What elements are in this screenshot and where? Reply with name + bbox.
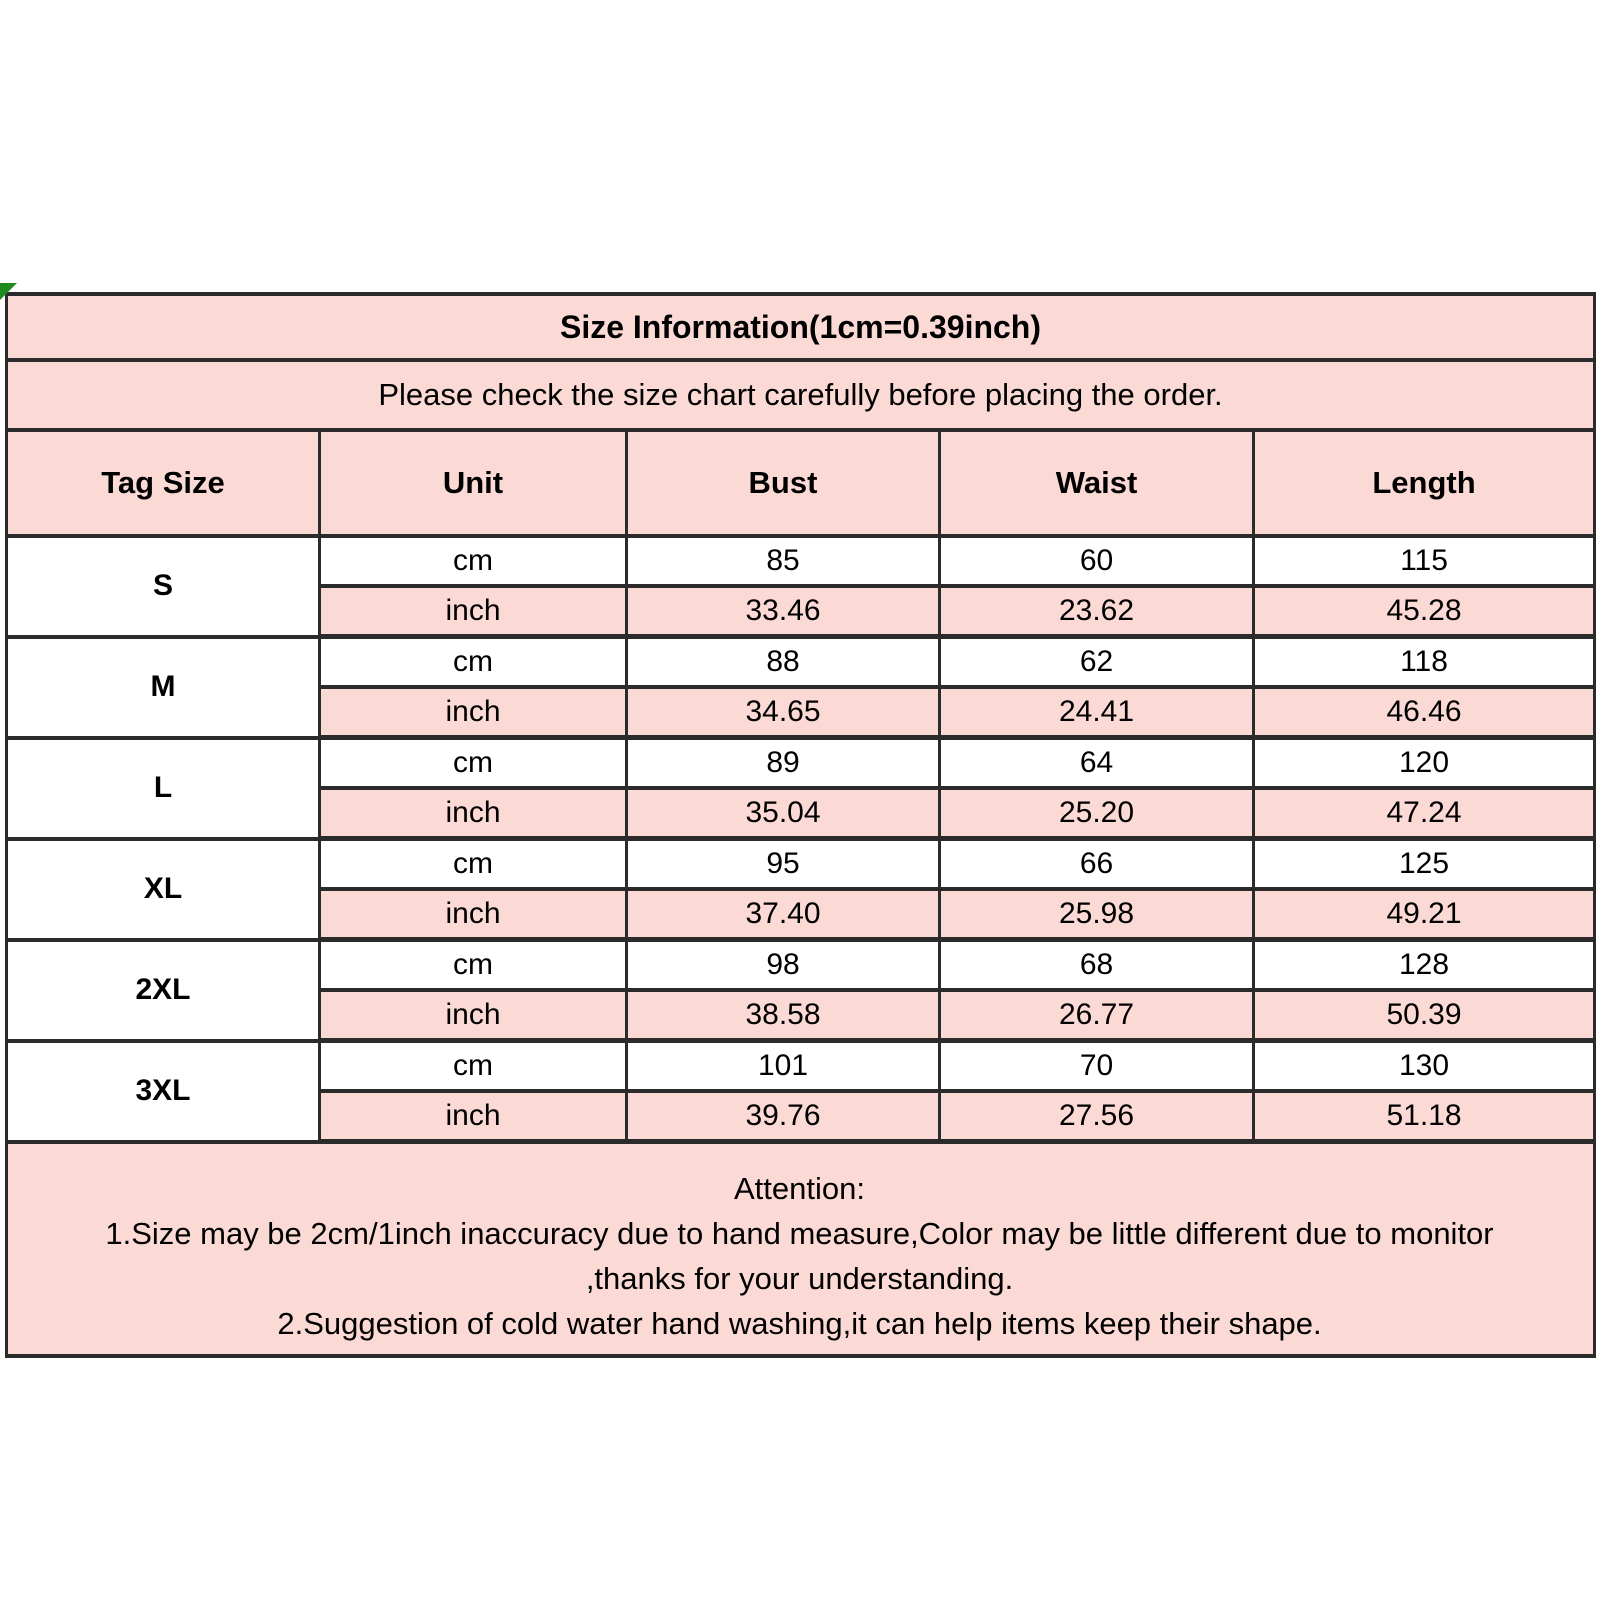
length-value: 49.21 [1254,889,1595,940]
waist-value: 66 [940,839,1254,890]
waist-value: 25.20 [940,788,1254,839]
bust-value: 39.76 [627,1091,940,1142]
bust-value: 101 [627,1041,940,1092]
col-header-bust: Bust [627,430,940,536]
bust-value: 35.04 [627,788,940,839]
length-value: 50.39 [1254,990,1595,1041]
unit-cell-inch: inch [320,1091,627,1142]
unit-cell-cm: cm [320,738,627,789]
length-value: 118 [1254,637,1595,688]
length-value: 47.24 [1254,788,1595,839]
column-header-row [7,430,1595,536]
green-corner-marker-icon [0,283,17,300]
length-value: 120 [1254,738,1595,789]
length-value: 45.28 [1254,586,1595,637]
bust-value: 38.58 [627,990,940,1041]
table-row-l-cm [7,738,1595,789]
length-value: 51.18 [1254,1091,1595,1142]
table-title: Size Information(1cm=0.39inch) [7,294,1595,360]
size-label-2xl: 2XL [7,940,320,1041]
length-value: 46.46 [1254,687,1595,738]
unit-cell-inch: inch [320,788,627,839]
bust-value: 85 [627,536,940,586]
title-row [7,294,1595,360]
attention-row [7,1142,1595,1357]
waist-value: 23.62 [940,586,1254,637]
table-row-3xl-cm [7,1041,1595,1092]
length-value: 130 [1254,1041,1595,1092]
table-row-s-cm [7,536,1595,586]
col-header-length: Length [1254,430,1595,536]
bust-value: 37.40 [627,889,940,940]
attention-line-1: 1.Size may be 2cm/1inch inaccuracy due to hand measure,Color may be little different due to monitor [105,1216,1494,1251]
unit-cell-cm: cm [320,839,627,890]
unit-cell-inch: inch [320,889,627,940]
length-value: 125 [1254,839,1595,890]
attention-line-3: 2.Suggestion of cold water hand washing,it can help items keep their shape. [277,1306,1322,1341]
size-label-3xl: 3XL [7,1041,320,1142]
waist-value: 64 [940,738,1254,789]
waist-value: 60 [940,536,1254,586]
bust-value: 98 [627,940,940,991]
bust-value: 95 [627,839,940,890]
waist-value: 68 [940,940,1254,991]
unit-cell-cm: cm [320,536,627,586]
unit-cell-inch: inch [320,990,627,1041]
col-header-unit: Unit [320,430,627,536]
table-row-xl-cm [7,839,1595,890]
size-label-m: M [7,637,320,738]
unit-cell-cm: cm [320,940,627,991]
subtitle-row [7,360,1595,430]
waist-value: 62 [940,637,1254,688]
col-header-waist: Waist [940,430,1254,536]
bust-value: 34.65 [627,687,940,738]
length-value: 128 [1254,940,1595,991]
table-subtitle: Please check the size chart carefully before placing the order. [7,360,1595,430]
size-label-s: S [7,536,320,637]
unit-cell-inch: inch [320,586,627,637]
waist-value: 24.41 [940,687,1254,738]
unit-cell-cm: cm [320,1041,627,1092]
unit-cell-inch: inch [320,687,627,738]
table-row-2xl-cm [7,940,1595,991]
waist-value: 70 [940,1041,1254,1092]
bust-value: 33.46 [627,586,940,637]
unit-cell-cm: cm [320,637,627,688]
waist-value: 25.98 [940,889,1254,940]
size-label-xl: XL [7,839,320,940]
bust-value: 88 [627,637,940,688]
bust-value: 89 [627,738,940,789]
col-header-tag-size: Tag Size [7,430,320,536]
waist-value: 27.56 [940,1091,1254,1142]
waist-value: 26.77 [940,990,1254,1041]
size-label-l: L [7,738,320,839]
attention-note [7,1142,1595,1357]
attention-heading: Attention: [734,1171,865,1206]
size-chart-sheet [5,292,1593,1358]
attention-line-2: ,thanks for your understanding. [585,1261,1014,1296]
size-chart-table [5,292,1596,1358]
length-value: 115 [1254,536,1595,586]
table-row-m-cm [7,637,1595,688]
